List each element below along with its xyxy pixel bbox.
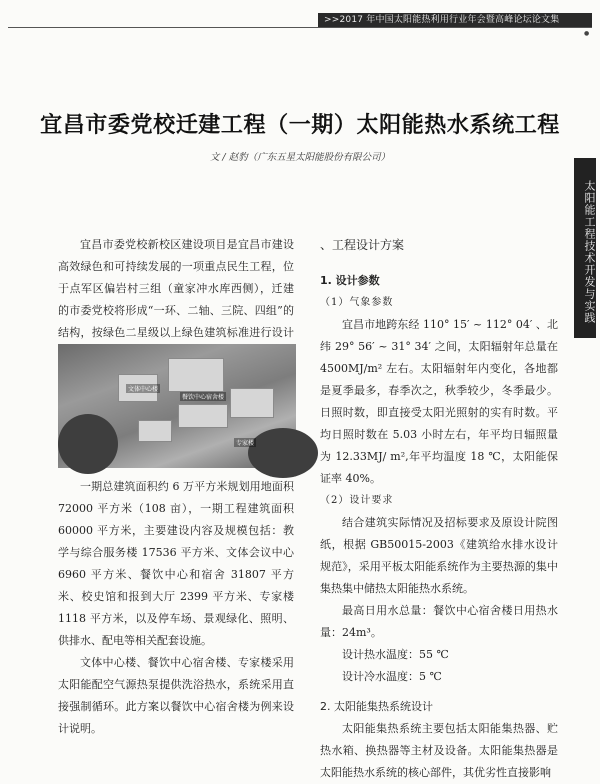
section-side-tab: 太阳能工程技术开发与实践: [574, 158, 596, 338]
building-block: [138, 420, 172, 442]
photo-label: 餐饮中心宿舍楼: [182, 394, 225, 401]
building-block: [230, 388, 274, 418]
subheading-collector-system: 2. 太阳能集热系统设计: [320, 700, 433, 713]
article-byline: 文 / 赵豹（广东五星太阳能股份有限公司）: [209, 152, 391, 163]
section-heading: 、工程设计方案: [320, 238, 405, 252]
header-dot: ●: [584, 30, 590, 37]
building-block: [168, 358, 224, 392]
campus-aerial-photo: [58, 344, 296, 468]
photo-label: 专家楼: [236, 440, 255, 447]
journal-header-band: >>2017 年中国太阳能热利用行业年会暨高峰论坛论文集: [318, 13, 592, 27]
building-block: [178, 404, 228, 428]
left-column-bottom: [58, 476, 294, 740]
tree-cluster: [58, 414, 118, 474]
collector-system-paragraph: 太阳能集热系统主要包括太阳能集热器、贮热水箱、换热器等主材及设备。太阳能集热器是太阳能热水系统的核心部件，其优劣性直接影响: [320, 722, 558, 779]
subheading-design-params: 1. 设计参数: [320, 274, 380, 287]
max-water-line: 最高日用水总量：餐饮中心宿舍楼日用热水量：24m³。: [320, 604, 558, 639]
photo-label: 文体中心楼: [128, 386, 159, 393]
scale-paragraph: 一期总建筑面积约 6 万平方米规划用地面积 72000 平方米（108 亩），一期工程建筑面积 60000 平方米，主要建设内容及规模包括：教学与综合服务楼 17536 平方米、文体会议中心 6960 平方米、餐饮中心和宿舍 31807 平方米、校史馆和报到大厅 2399 平方米、专家楼 1118 平方米，以及停车场、景观绿化、照明、供排水、配电等相关配套设施。: [58, 480, 294, 647]
intro-paragraph: 宜昌市委党校新校区建设项目是宜昌市建设高效绿色和可持续发展的一项重点民生工程，位于点军区偏岩村三组（童家冲水库西侧），迁建的市委党校将形成“一环、二轴、三院、四组”的结构，按绿色二星级以上绿色建筑标准进行设计: [58, 238, 294, 339]
article-title: 宜昌市委党校迁建工程（一期）太阳能热水系统工程: [40, 113, 560, 138]
tree-cluster: [248, 428, 318, 478]
climate-paragraph: 宜昌市地跨东经 110° 15′ ~ 112° 04′ 、北纬 29° 56′ ~ 31° 34′ 之间，太阳辐射年总量在 4500MJ/m² 左右。太阳辐射年内变化，各地都是夏季最多，春季次之，秋季较少，冬季最少。日照时数，即直接受太阳光照射的实有时数。平均日照时数在 5.03 小时左右，年平均日辐照量为 12.33MJ/ m²,年平均温度 18 ℃，太阳能保证率 40%。: [320, 318, 558, 485]
subheading-requirements: （2）设计要求: [320, 495, 394, 506]
scheme-paragraph: 文体中心楼、餐饮中心宿舍楼、专家楼采用太阳能配空气源热泵提供洗浴热水，系统采用直接强制循环。此方案以餐饮中心宿舍楼为例来设计说明。: [58, 656, 294, 735]
cold-water-temp-line: 设计冷水温度：5 ℃: [342, 670, 442, 683]
hot-water-temp-line: 设计热水温度：55 ℃: [342, 648, 449, 661]
requirements-paragraph: 结合建筑实际情况及招标要求及原设计院图纸，根据 GB50015-2003《建筑给水排水设计规范》，采用平板太阳能系统作为主要热源的集中集热集中储热太阳能热水系统。: [320, 516, 558, 595]
right-column: [320, 234, 558, 784]
subheading-climate: （1）气象参数: [320, 297, 394, 308]
header-rule: [8, 27, 592, 28]
